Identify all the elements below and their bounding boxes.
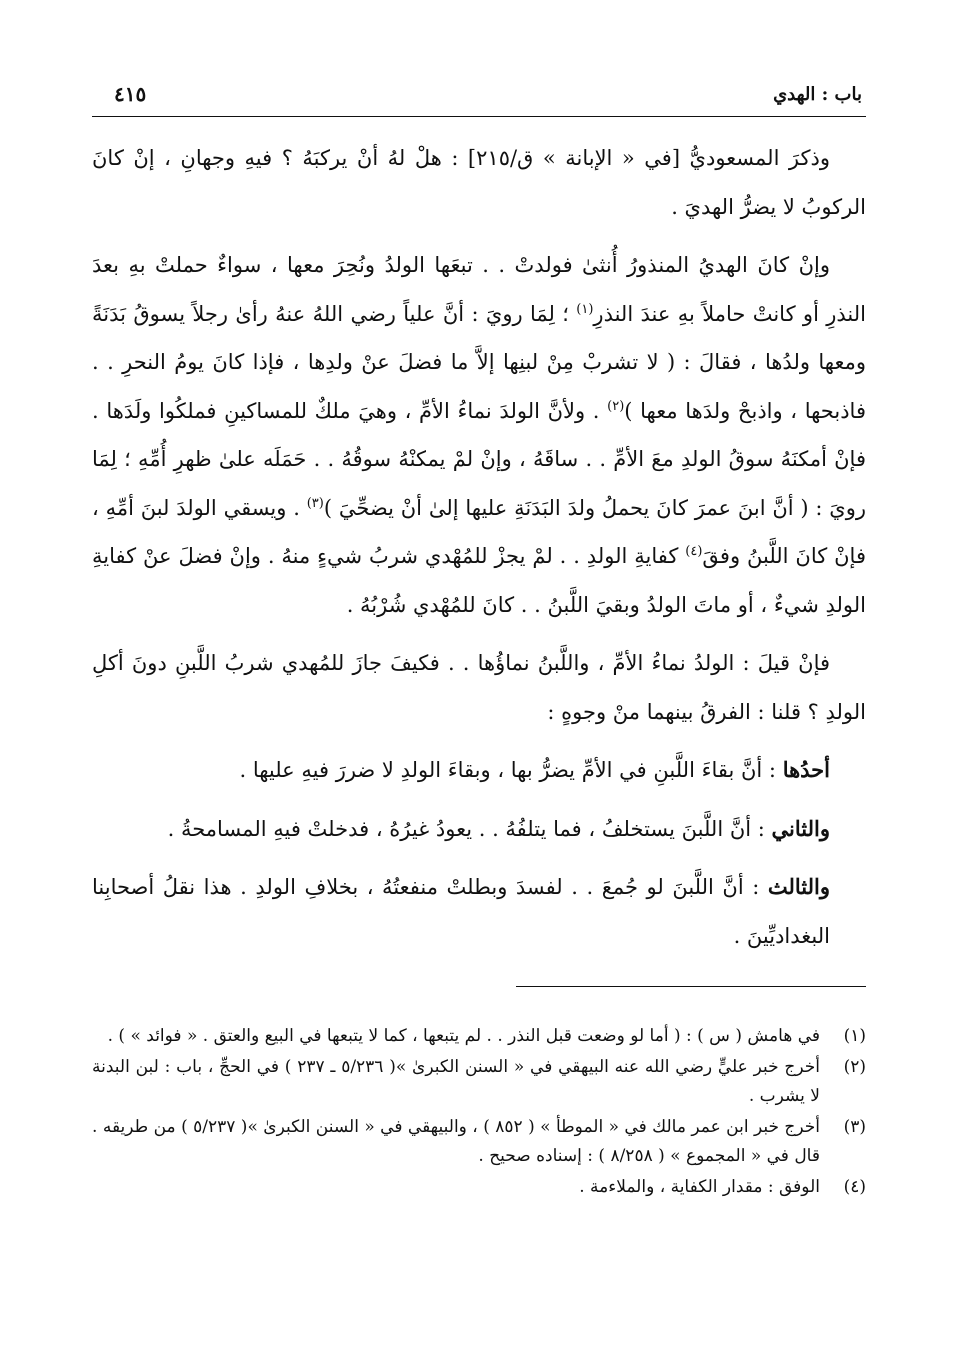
footnote-text: أخرج خبر عليٍّ رضي الله عنه البيهقي في « السنن الكبرىٰ »( ٥/٢٣٦ ـ ٢٣٧ ) في الحجِّ ، باب : لبن البدنة لا يشرب .	[92, 1057, 820, 1106]
paragraph-offspring	[92, 241, 866, 629]
paragraph-offspring-part-1: وإنْ كانَ الهديُ المنذورُ أُنثىٰ فولدتْ . . تبعَها الولدُ ونُحِرَ معها ، سواءٌ حملتْ بهِ بعدَ النذرِ أو كانتْ حاملاً بهِ عندَ النذرِ	[92, 253, 866, 326]
paragraph-masudi: وذكرَ المسعوديُّ [في « الإبانة » ق/٢١٥] : هلْ لهُ أنْ يركبَهُ ؟ فيهِ وجهانِ ، إنْ كانَ الركوبُ لا يضرُّ الهديَ .	[92, 146, 866, 219]
point-second-text: : أنَّ اللَّبنَ يستخلفُ ، فما يتلفُهُ . . يعودُ غيرُهُ ، فدخلتْ فيهِ المسامحةُ .	[167, 816, 772, 841]
paragraph-offspring-part-2: ؛ لِمَا رويَ : أنَّ علياً رضي اللهُ عنهُ رأىٰ رجلاً يسوقُ بَدَنَةً ومعها ولدُها ، فقالَ : ( لا تشربْ مِنْ لبنِها إلاَّ ما فضلَ عنْ ولدِها ، فإذا كانَ يومُ النحرِ . . فاذبحها ، واذبحْ ولدَها معها )	[92, 301, 866, 423]
paragraph-offspring-part-4: . ويسقي الولدَ لبنَ أمِّهِ ، فإنْ كانَ اللَّبنُ وفقَ	[92, 495, 866, 568]
footnote-number: (٤)	[843, 1177, 866, 1197]
footnote-ref-2[interactable]: (٢)	[607, 398, 625, 414]
footnote-number: (١)	[843, 1026, 866, 1046]
point-third-text: : أنَّ اللَّبنَ لو جُمعَ . . لفسدَ وبطلتْ منفعتُهُ ، بخلافِ الولدِ . هذا نقلُ أصحابِنا البغداديِّينَ .	[92, 875, 830, 948]
point-first	[92, 746, 866, 795]
footnote-ref-1[interactable]: (١)	[576, 301, 594, 317]
point-third	[92, 863, 866, 960]
footnotes	[92, 1022, 866, 1204]
point-second-term: والثاني	[771, 815, 830, 841]
paragraph-offspring-part-5: كفايةِ الولدِ . . لمْ يجزْ للمُهْدي شربُ شيءٍ منهُ . وإنْ فضلَ عنْ كفايةِ الولدِ شيءٌ ، أو ماتَ الولدُ وبقيَ اللَّبنُ . . كانَ للمُهْدي شُرْبُهُ .	[92, 544, 866, 617]
footnote-1	[92, 1022, 866, 1051]
footnote-number: (٣)	[843, 1117, 866, 1137]
footnote-4	[92, 1173, 866, 1202]
page-number: ٤١٥	[114, 82, 147, 106]
paragraph-question: فإنْ قيلَ : الولدُ نماءُ الأمِّ ، واللَّبنُ نماؤُها . . فكيفَ جازَ للمُهدي شربُ اللَّبنِ دونَ أكلِ الولدِ ؟ قلنا : الفرقُ بينهما منْ وجوهٍ :	[92, 651, 866, 724]
footnote-separator	[516, 986, 866, 987]
footnote-text: أخرج خبر ابن عمر مالك في « الموطأ » ( ٨٥٢ ) ، والبيهقي في « السنن الكبرىٰ »( ٥/٢٣٧ ) من طريقه . قال في « المجموع » ( ٨/٢٥٨ ) : إسناده صحيح .	[92, 1117, 820, 1166]
page-header	[92, 80, 866, 117]
point-first-text: : أنَّ بقاءَ اللَّبنِ في الأمِّ يضرُّ بها ، وبقاءَ الولدِ لا ضررَ فيهِ عليها .	[239, 758, 783, 782]
footnote-2	[92, 1053, 866, 1111]
footnote-text: الوفق : مقدار الكفاية ، والملاءمة .	[579, 1177, 820, 1197]
main-text	[92, 134, 866, 970]
footnote-ref-4[interactable]: (٤)	[685, 544, 703, 559]
point-third-term: والثالث	[767, 874, 830, 899]
point-second	[92, 805, 866, 854]
running-title: باب : الهدي	[773, 84, 862, 105]
paragraph-offspring-part-3: . ولأنَّ الولدَ نماءُ الأمِّ ، وهيَ ملكٌ للمساكينِ فملكُوا ولَدَها . فإنْ أمكنَهُ سوقُ الولدِ معَ الأمِّ . . ساقَهُ ، وإنْ لمْ يمكنْهُ سوقُهُ . . حَمَلَه علىٰ ظهرِ أُمِّهِ ؛ لِمَا رويَ : ( أنَّ ابنَ عمرَ كانَ يحملُ ولدَ البَدَنَةِ عليها إلىٰ أنْ يضحِّيَ )	[92, 398, 866, 520]
footnote-ref-3[interactable]: (٣)	[306, 495, 324, 511]
footnote-3	[92, 1113, 866, 1171]
footnote-number: (٢)	[843, 1057, 866, 1077]
point-first-term: أحدُها	[782, 757, 830, 782]
footnote-text: في هامش ( س ) : ( أما لو وضعت قبل النذر . . لم يتبعها ، كما لا يتبعها في البيع والعتق . « فوائد » ) .	[107, 1026, 820, 1046]
